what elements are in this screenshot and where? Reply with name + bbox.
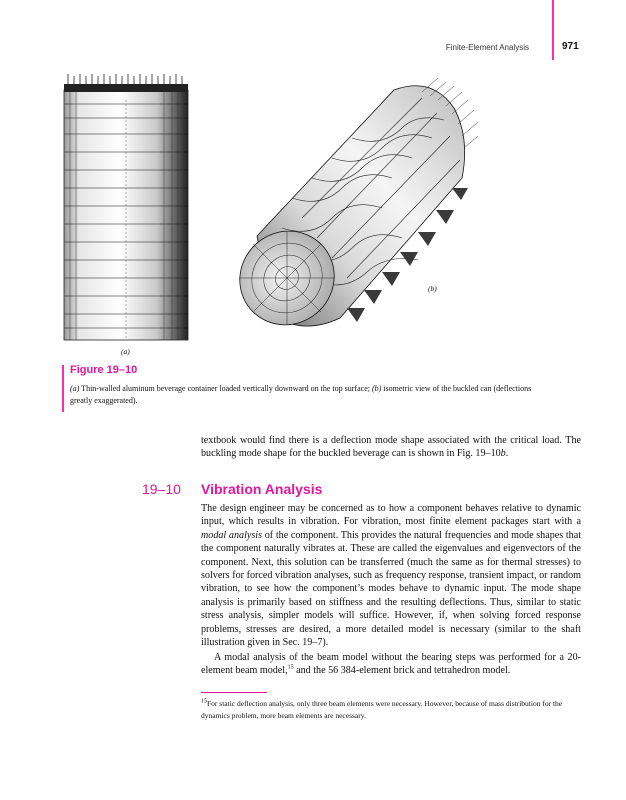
running-head: Finite-Element Analysis	[445, 43, 529, 52]
section-number: 19–10	[142, 481, 181, 497]
footnote	[201, 698, 571, 722]
para-top-end: .	[505, 448, 509, 460]
footnote-ref: 15	[287, 665, 294, 672]
para-top-italic: b	[500, 448, 506, 460]
para2-end: and the 56 384-element brick and tetrahedron model.	[293, 665, 511, 677]
para1-start: The design engineer may be concerned as to how a component behaves relative to dynamic input, which results in vibration. For vibration, most finite element packages start with a	[201, 503, 581, 528]
footnote-rule	[201, 692, 267, 693]
para1-rest: of the component. This provides the natural frequencies and mode shapes that the component naturally vibrates at. These are called the eigenvalues and eigenvectors of the component. Next, this solution can be transferred (much the same as for thermal stresses) to solvers for forced vibration analyses, such as frequency response, transient impact, or random vibration, to see how the component’s modes behave to dynamic input. The mode shape analysis is primarily based on stiffness and the resulting deflections. Thus, similar to static stress analysis, simpler models will suffice. However, if, when solving forced response problems, stresses are desired, a more detailed model is necessary (similar to the shaft illustration given in Sec. 19–7).	[201, 529, 582, 649]
figure-title: Figure 19–10	[70, 364, 138, 376]
para-top-text: textbook would find there is a deflection mode shape associated with the critical load. The buckling mode shape for the buckled beverage can is shown in Fig. 19–10	[201, 435, 581, 460]
caption-label-b: (b)	[371, 384, 382, 393]
figure-caption	[70, 383, 540, 407]
figure-b-buckled-can	[222, 68, 480, 342]
figure-b-label: (b)	[428, 284, 437, 293]
header-accent-rule	[552, 0, 554, 60]
para2-start: A modal analysis of the beam model without the bearing steps was performed for a 20-element beam model,	[201, 652, 581, 677]
figure-accent-rule	[62, 365, 64, 412]
body-paragraph-2	[201, 651, 581, 678]
para1-emphasis: modal analysis	[201, 529, 263, 541]
page-number: 971	[562, 41, 579, 52]
figure-a-label: (a)	[121, 347, 130, 356]
footnote-text: For static deflection analysis, only three beam elements were necessary. However, because of mass distribution for the dynamics problem, more beam elements are necessary.	[201, 699, 563, 720]
section-title: Vibration Analysis	[201, 481, 323, 497]
caption-text-2: isometric view of the buckled can (deflections greatly exaggerated).	[70, 384, 532, 405]
figure-a-container-mesh	[60, 70, 192, 350]
footnote-number: 15	[201, 698, 207, 705]
caption-text-1: Thin-walled aluminum beverage container loaded vertically downward on the top surface;	[79, 384, 372, 393]
caption-label-a: (a)	[70, 384, 80, 393]
body-paragraph-continued	[201, 434, 581, 461]
body-paragraph-1	[201, 502, 581, 649]
